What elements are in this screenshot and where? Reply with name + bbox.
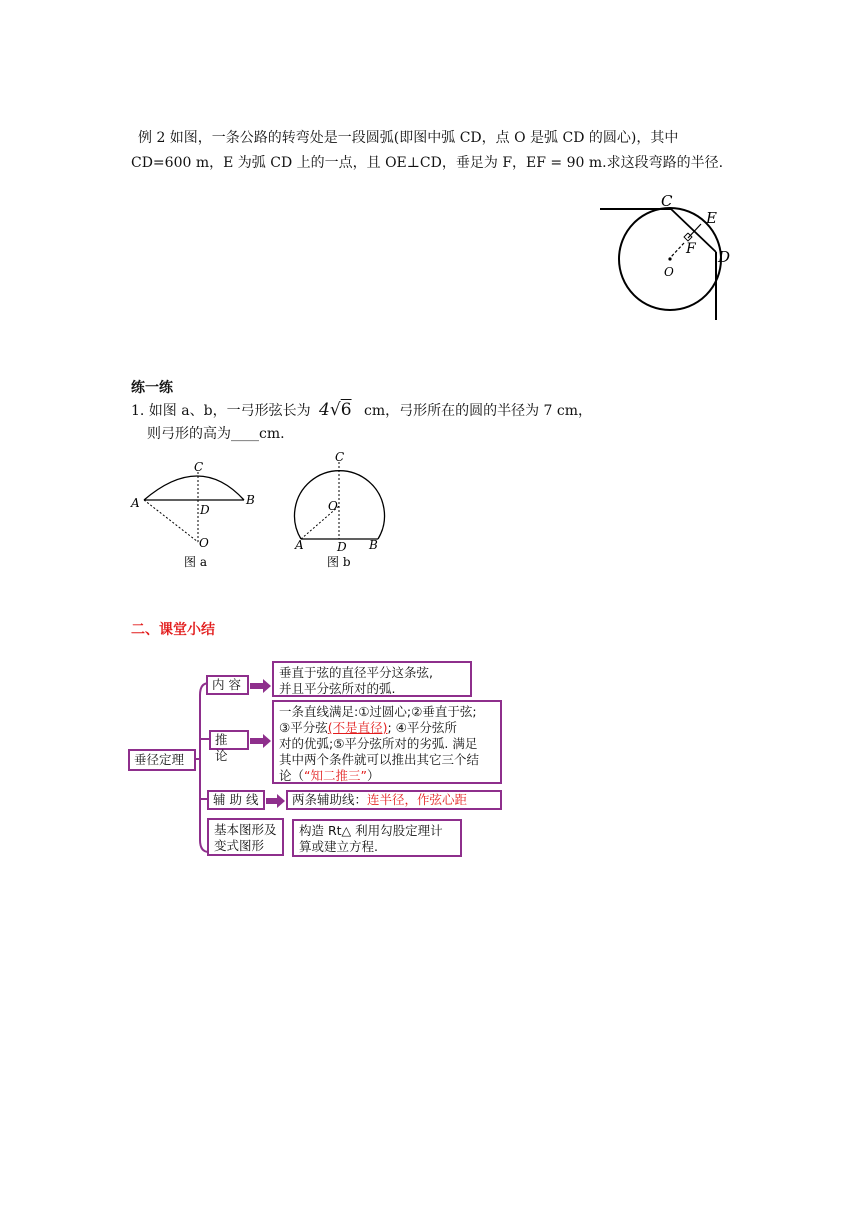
fig-b-label-C: C [335,450,345,464]
inference-l5-c: ） [366,768,380,783]
aux-red-text: 连半径，作弦心距 [367,792,468,807]
inference-arrow-icon [250,734,272,748]
inference-l5-a: 论（ [279,768,305,783]
inference-line-3: 对的优弧;⑤平分弦所对的劣弧. 满足 [279,736,478,751]
fig-a-label-A: A [131,496,140,510]
q1-coefficient: 4 [319,400,330,420]
content-label: 内 容 [206,675,249,695]
label-D: D [718,248,731,266]
inference-l5-red: “知二推三” [304,768,367,783]
aux-prefix: 两条辅助线： [292,792,368,807]
content-arrow-icon [250,679,272,693]
aux-box [286,790,502,810]
fig-a-label-D: D [200,503,210,517]
fig-a-label-C: C [194,460,204,474]
fig-a-caption: 图 a [184,555,207,569]
basic-text-1: 构造 Rt△ 利用勾股定理计 [299,823,443,838]
fig-b-label-A: A [295,538,304,552]
inference-l2-c: ; ④平分弦所 [387,720,457,735]
basic-text-2: 算或建立方程. [299,839,378,854]
road-arc-figure [595,190,745,325]
figure-a [128,456,263,571]
inference-line-2 [279,720,495,736]
inference-l2-a: ③平分弦 [279,720,328,735]
practice-heading: 练一练 [131,380,173,396]
example-line-1: 例 2 如图，一条公路的转弯处是一段圆弧(即图中弧 CD，点 O 是弧 CD 的圆心)，其中 [138,130,679,146]
label-E: E [706,209,717,227]
content-text-1: 垂直于弦的直径平分这条弦, [279,665,433,680]
label-F: F [686,241,696,257]
practice-q1-line1 [131,399,592,422]
aux-arrow-icon [266,794,286,808]
fig-b-caption: 图 b [327,555,351,569]
basic-label-line-2: 变式图形 [214,838,265,853]
example-line-2: CD=600 m，E 为弧 CD 上的一点，且 OE⊥CD，垂足为 F，EF = 90 m.求这段弯路的半径. [131,155,724,171]
content-box [272,661,472,697]
fig-a-label-B: B [246,493,255,507]
inference-line-5 [279,768,495,784]
fig-a-label-O: O [199,536,209,550]
q1-prefix: 1. 如图 a、b，一弓形弦长为 [131,403,311,419]
fig-b-label-B: B [369,538,378,552]
figure-b [285,448,395,573]
content-text-2: 并且平分弦所对的弧. [279,681,396,696]
inference-l2-red: (不是直径) [327,720,388,735]
sqrt-icon: √ [329,400,341,420]
basic-label [207,818,284,856]
inference-line-4: 其中两个条件就可以推出其它三个结 [279,752,480,767]
inference-line-1: 一条直线满足:①过圆心;②垂直于弦; [279,704,477,719]
inference-box [272,700,502,784]
label-C: C [661,192,673,210]
label-O: O [664,265,674,279]
aux-label: 辅 助 线 [207,790,265,810]
inference-label: 推 论 [209,730,249,750]
q1-suffix: cm，弓形所在的圆的半径为 7 cm， [363,403,593,419]
basic-box [292,819,462,857]
summary-heading: 二、课堂小结 [131,622,215,638]
fig-b-label-D: D [337,540,347,554]
practice-q1-line2: 则弓形的高为____cm. [147,426,285,442]
mindmap-root: 垂径定理 [128,749,196,771]
fig-b-label-O: O [328,499,338,513]
basic-label-line-1: 基本图形及 [214,822,277,837]
q1-radicand: 6 [340,400,352,420]
